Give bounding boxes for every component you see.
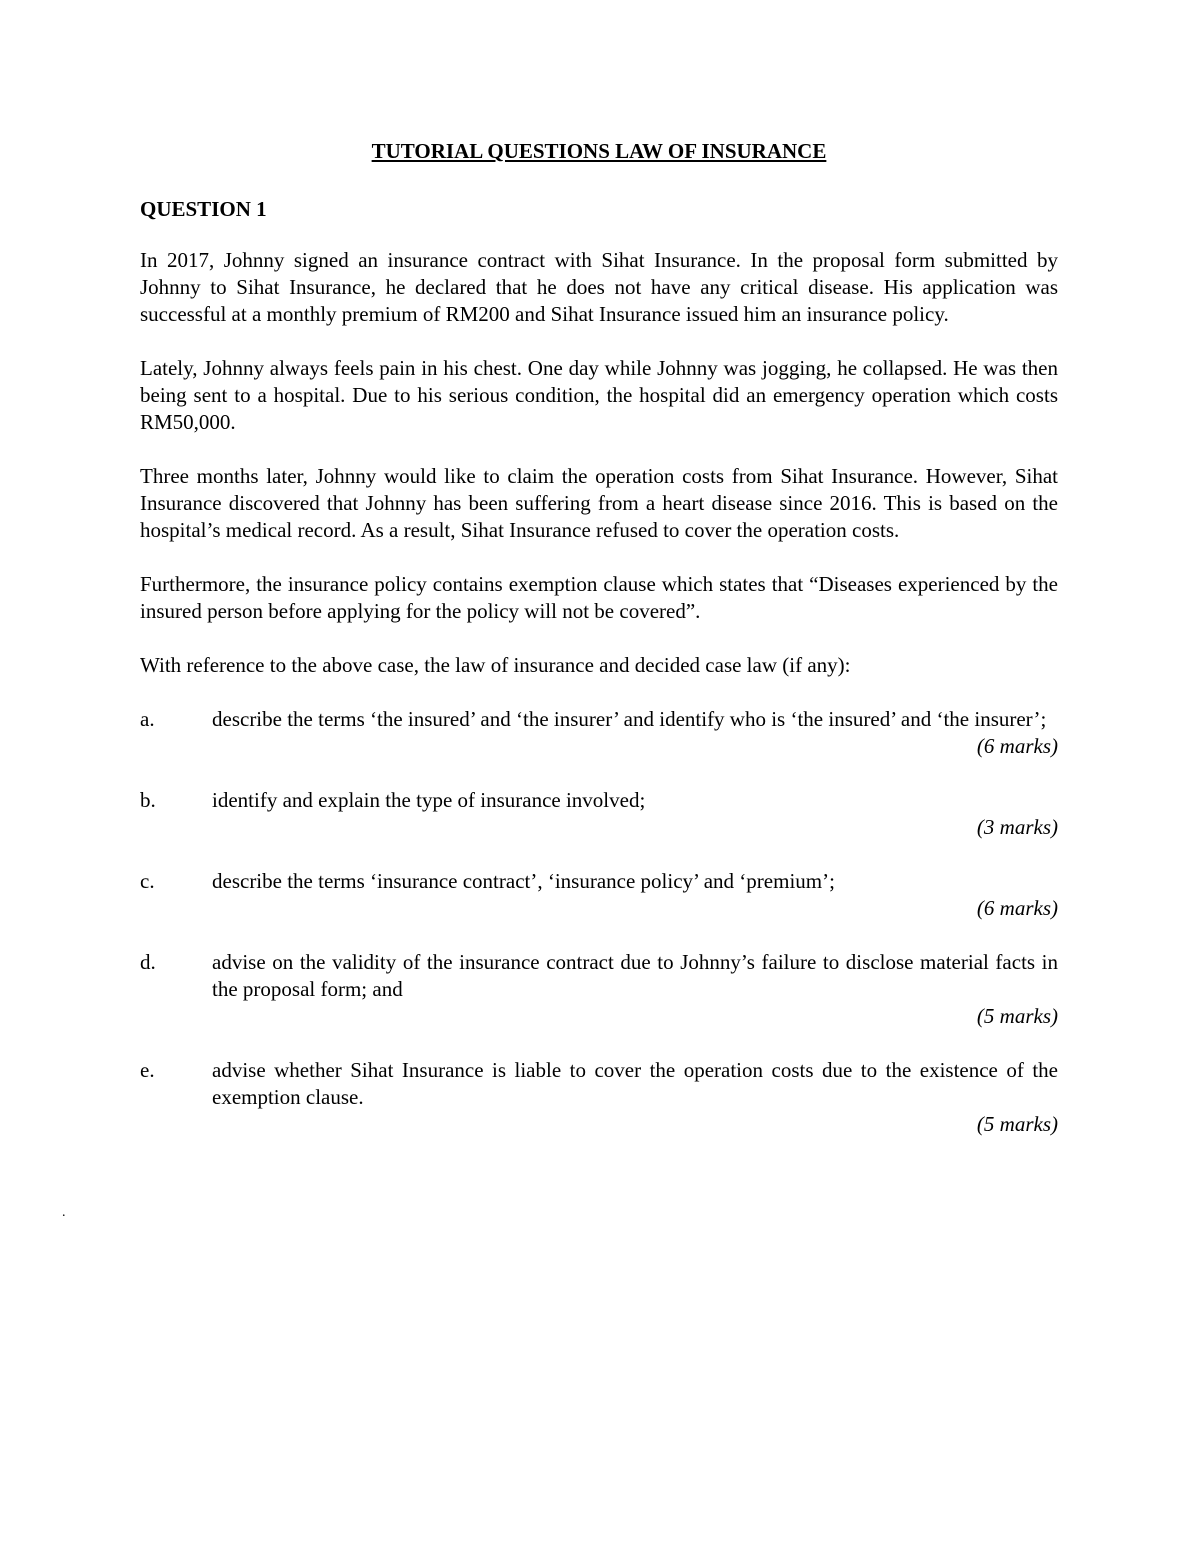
question-heading: QUESTION 1 — [140, 197, 267, 221]
paragraph-2: Lately, Johnny always feels pain in his chest. One day while Johnny was jogging, he collapsed. He was then being sent to a hospital. Due to his serious condition, the hospital did an emergency operation which costs RM50,000. — [140, 356, 1058, 434]
question-item-c — [140, 868, 1058, 922]
item-text: describe the terms ‘insurance contract’, ‘insurance policy’ and ‘premium’; — [212, 869, 835, 893]
item-marks: (5 marks) — [976, 1112, 1058, 1136]
paragraph-4: Furthermore, the insurance policy contains exemption clause which states that “Diseases experienced by the insured person before applying for the policy will not be covered”. — [140, 572, 1058, 623]
item-marks: (3 marks) — [976, 815, 1058, 839]
item-letter: a. — [140, 707, 155, 731]
document-page — [140, 138, 1058, 1165]
document-title: TUTORIAL QUESTIONS LAW OF INSURANCE — [371, 139, 827, 163]
item-text: advise on the validity of the insurance contract due to Johnny’s failure to disclose material facts in the proposal form; and — [212, 950, 1058, 1001]
question-item-b — [140, 787, 1058, 841]
item-letter: c. — [140, 869, 155, 893]
stray-mark: . — [62, 1205, 66, 1220]
paragraph-3: Three months later, Johnny would like to claim the operation costs from Sihat Insurance. However, Sihat Insurance discovered that Johnny has been suffering from a heart disease since 2016. This is based on the hospital’s medical record. As a result, Sihat Insurance refused to cover the operation costs. — [140, 464, 1058, 542]
question-item-d — [140, 949, 1058, 1030]
paragraph-1: In 2017, Johnny signed an insurance contract with Sihat Insurance. In the proposal form submitted by Johnny to Sihat Insurance, he declared that he does not have any critical disease. His application was successful at a monthly premium of RM200 and Sihat Insurance issued him an insurance policy. — [140, 248, 1058, 326]
item-text: identify and explain the type of insurance involved; — [212, 788, 646, 812]
item-letter: e. — [140, 1058, 155, 1082]
item-letter: b. — [140, 788, 156, 812]
item-text: advise whether Sihat Insurance is liable to cover the operation costs due to the existence of the exemption clause. — [212, 1058, 1058, 1109]
item-marks: (6 marks) — [976, 734, 1058, 758]
item-text: describe the terms ‘the insured’ and ‘the insurer’ and identify who is ‘the insured’ and ‘the insurer’; — [212, 707, 1047, 731]
item-marks: (6 marks) — [976, 896, 1058, 920]
item-marks: (5 marks) — [976, 1004, 1058, 1028]
question-item-a — [140, 706, 1058, 760]
question-intro: With reference to the above case, the law of insurance and decided case law (if any): — [140, 653, 851, 677]
item-letter: d. — [140, 950, 156, 974]
question-item-e — [140, 1057, 1058, 1138]
